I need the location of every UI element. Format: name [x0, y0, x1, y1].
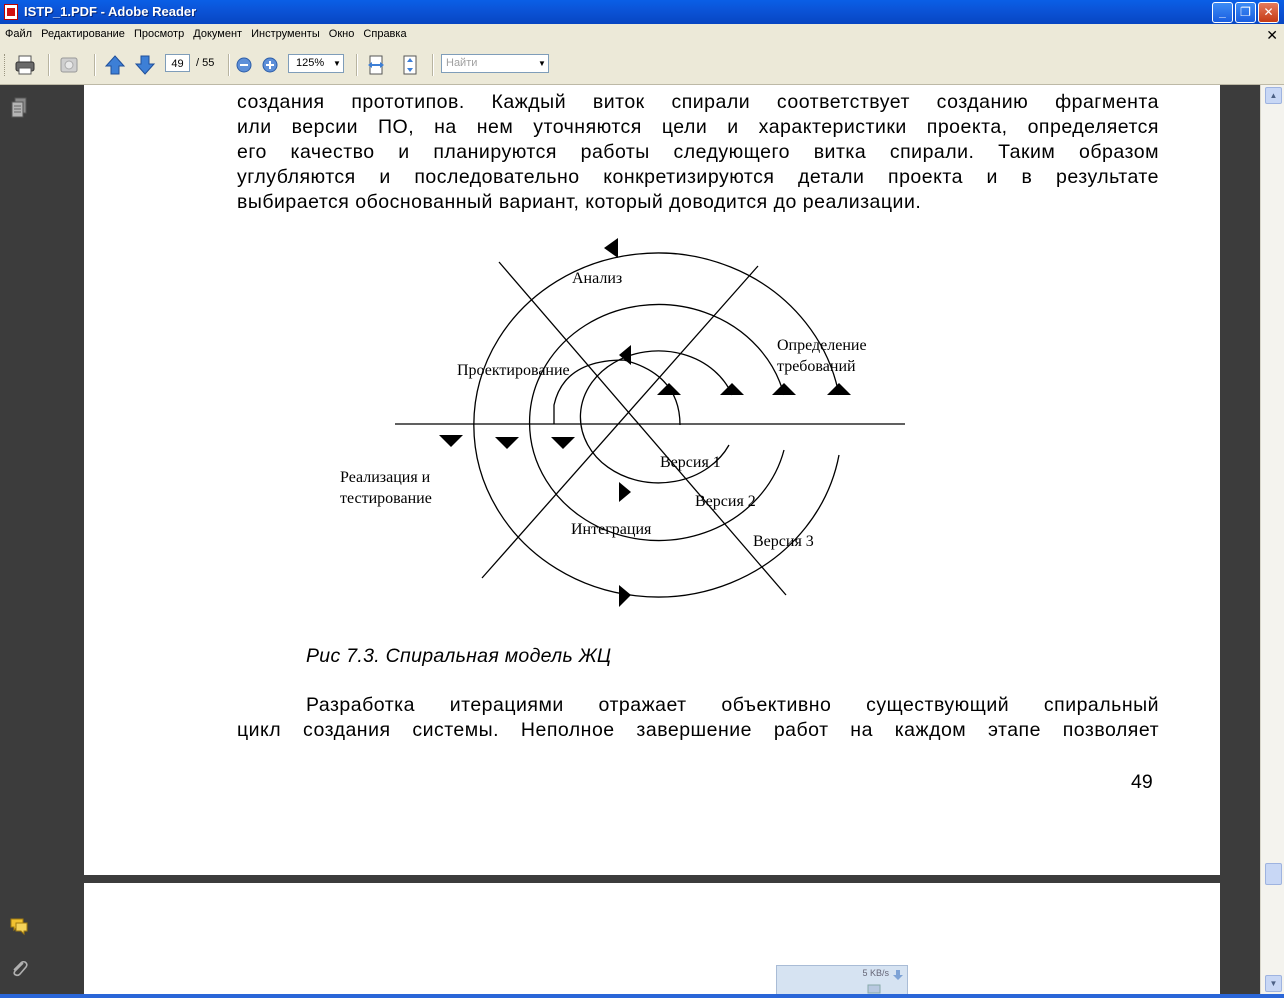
arrowhead-down-3: [551, 437, 575, 449]
zoom-select[interactable]: [288, 54, 344, 73]
download-arrow-icon: [892, 969, 904, 981]
arrowhead-up-4: [827, 383, 851, 395]
search-input[interactable]: [441, 54, 549, 73]
zoom-value: 125%: [296, 57, 325, 69]
next-page-icon[interactable]: [134, 54, 156, 76]
menu-help[interactable]: Справка: [363, 28, 407, 40]
label-analysis: Анализ: [572, 270, 623, 287]
close-document-button[interactable]: ✕: [1266, 27, 1278, 43]
adobe-reader-icon: [4, 4, 18, 20]
toolbar-separator: [356, 54, 358, 76]
menu-bar: [0, 24, 1284, 46]
scroll-up-button[interactable]: ▲: [1265, 87, 1282, 104]
chevron-down-icon[interactable]: ▼: [538, 59, 546, 68]
arrowhead-down-1: [439, 435, 463, 447]
arrowhead-top-inner: [619, 345, 631, 365]
scroll-down-button[interactable]: ▼: [1265, 975, 1282, 992]
menu-view[interactable]: Просмотр: [133, 28, 185, 40]
toolbar-separator: [94, 54, 96, 76]
pdf-page: [84, 85, 1220, 875]
scroll-thumb[interactable]: [1265, 863, 1282, 885]
label-version-3: Версия 3: [753, 533, 814, 550]
toolbar-separator: [48, 54, 50, 76]
hand-tool-icon[interactable]: [58, 54, 80, 76]
chevron-down-icon[interactable]: ▼: [333, 59, 341, 68]
arrowhead-up-3: [772, 383, 796, 395]
pdf-page-next: [84, 883, 1220, 998]
arrowhead-right-outer: [619, 585, 631, 607]
body-line-3: его качество и планируются работы следующего витка спирали. Таким образом: [237, 141, 1159, 163]
menu-document[interactable]: Документ: [193, 28, 243, 40]
comments-icon[interactable]: [9, 915, 29, 937]
label-implementation-1: Реализация и: [340, 469, 431, 486]
label-implementation-2: тестирование: [340, 490, 432, 507]
label-requirements-1: Определение: [777, 337, 867, 354]
maximize-button[interactable]: ❐: [1235, 2, 1256, 23]
label-requirements-2: требований: [777, 358, 856, 375]
page-total: / 55: [196, 57, 215, 69]
vertical-scrollbar[interactable]: [1260, 85, 1284, 998]
pages-icon[interactable]: [9, 97, 29, 119]
arrowhead-up-2: [720, 383, 744, 395]
arrowhead-down-2: [495, 437, 519, 449]
toolbar-separator: [228, 54, 230, 76]
arrowhead-top-outer: [604, 238, 618, 258]
close-button[interactable]: ✕: [1258, 2, 1279, 23]
body-line-2: или версии ПО, на нем уточняются цели и характеристики проекта, определяется: [237, 116, 1159, 138]
menu-edit[interactable]: Редактирование: [41, 28, 125, 40]
minimize-button[interactable]: _: [1212, 2, 1233, 23]
label-version-1: Версия 1: [660, 454, 721, 471]
menu-window[interactable]: Окно: [328, 28, 355, 40]
attachments-icon[interactable]: [9, 958, 29, 980]
toolbar-separator: [432, 54, 434, 76]
window-title: ISTP_1.PDF - Adobe Reader: [24, 4, 197, 19]
search-placeholder: Найти: [446, 57, 478, 69]
download-speed: 5 KB/s: [862, 968, 889, 978]
body-line-4: углубляются и последовательно конкретизируются детали проекта и в результате: [237, 166, 1159, 188]
label-integration: Интеграция: [571, 521, 652, 538]
zoom-out-icon[interactable]: [235, 56, 253, 74]
toolbar-grip[interactable]: [4, 54, 8, 76]
arrowhead-right-inner: [619, 482, 631, 502]
page-number-input[interactable]: 49: [165, 54, 190, 72]
taskbar-edge: [0, 994, 1284, 998]
arrowhead-up-1: [657, 383, 681, 395]
toolbar: [0, 46, 1284, 85]
spiral-model-diagram: [84, 85, 1220, 645]
title-bar: [0, 0, 1284, 24]
navigation-panel: [0, 85, 38, 998]
body-line-5: выбирается обоснованный вариант, который доводится до реализации.: [237, 191, 922, 213]
document-view[interactable]: [38, 85, 1260, 998]
diagonal-line-1: [499, 262, 786, 595]
figure-caption: Рис 7.3. Спиральная модель ЖЦ: [306, 645, 612, 667]
fit-page-icon[interactable]: [399, 54, 421, 76]
previous-page-icon[interactable]: [104, 54, 126, 76]
fit-width-icon[interactable]: [365, 54, 387, 76]
para2-line-2: цикл создания системы. Неполное завершение работ на каждом этапе позволяет: [237, 719, 1159, 741]
body-line-1: создания прототипов. Каждый виток спирали соответствует созданию фрагмента: [237, 91, 1159, 113]
zoom-in-icon[interactable]: [261, 56, 279, 74]
print-icon[interactable]: [14, 54, 36, 76]
para2-line-1: Разработка итерациями отражает объективно существующий спиральный: [306, 694, 1159, 716]
label-design: Проектирование: [457, 362, 570, 379]
menu-tools[interactable]: Инструменты: [251, 28, 320, 40]
label-version-2: Версия 2: [695, 493, 756, 510]
page-number: 49: [1131, 771, 1153, 793]
menu-file[interactable]: Файл: [5, 28, 33, 40]
